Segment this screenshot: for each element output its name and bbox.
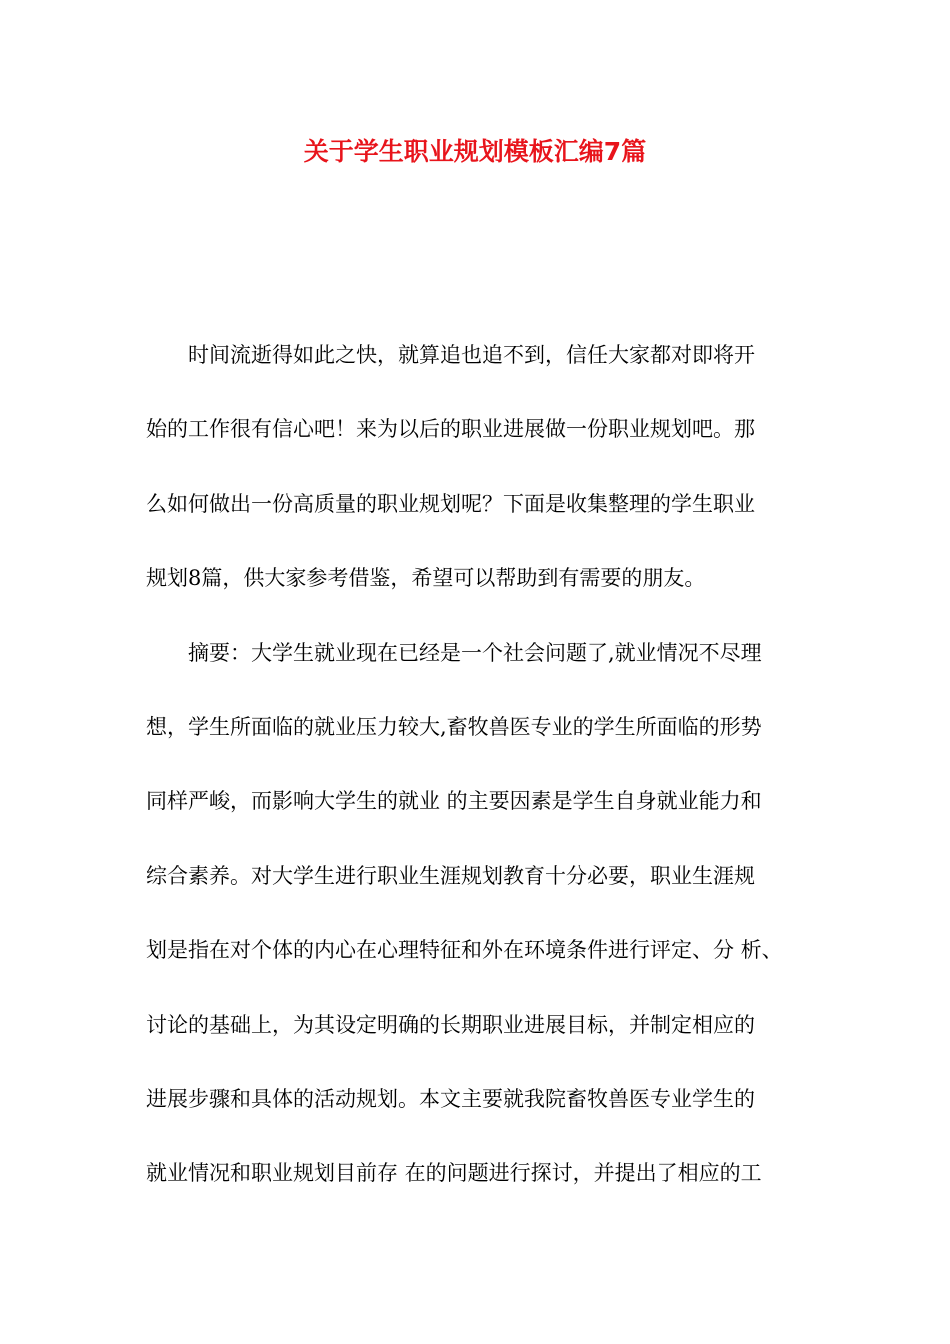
body-line-1: 时间流逝得如此之快，就算追也追不到，信任大家都对即将开 [146,343,755,367]
body-line-2: 始的工作很有信心吧！来为以后的职业进展做一份职业规划吧。那 [146,417,755,442]
body-line-5: 摘要：大学生就业现在已经是一个社会问题了,就业情况不尽理 [146,640,762,665]
document-title: 关于学生职业规划模板汇编7篇 [303,137,647,166]
body-line-11: 进展步骤和具体的活动规划。本文主要就我院畜牧兽医专业学生的 [146,1086,755,1111]
body-line-12: 就业情况和职业规划目前存 在的问题进行探讨，并提出了相应的工 [146,1161,762,1186]
body-line-3: 么如何做出一份高质量的职业规划呢？下面是收集整理的学生职业 [146,491,755,516]
body-line-9: 划是指在对个体的内心在心理特征和外在环境条件进行评定、分 析、 [146,938,783,963]
body-line-8: 综合素养。对大学生进行职业生涯规划教育十分必要，职业生涯规 [146,863,755,888]
body-line-6: 想，学生所面临的就业压力较大,畜牧兽医专业的学生所面临的形势 [146,714,762,739]
document-body [146,318,816,1211]
body-line-4: 规划8篇，供大家参考借鉴，希望可以帮助到有需要的朋友。 [146,566,706,591]
body-line-10: 讨论的基础上，为其设定明确的长期职业进展目标，并制定相应的 [146,1012,755,1037]
body-line-7: 同样严峻，而影响大学生的就业 的主要因素是学生自身就业能力和 [146,789,762,814]
